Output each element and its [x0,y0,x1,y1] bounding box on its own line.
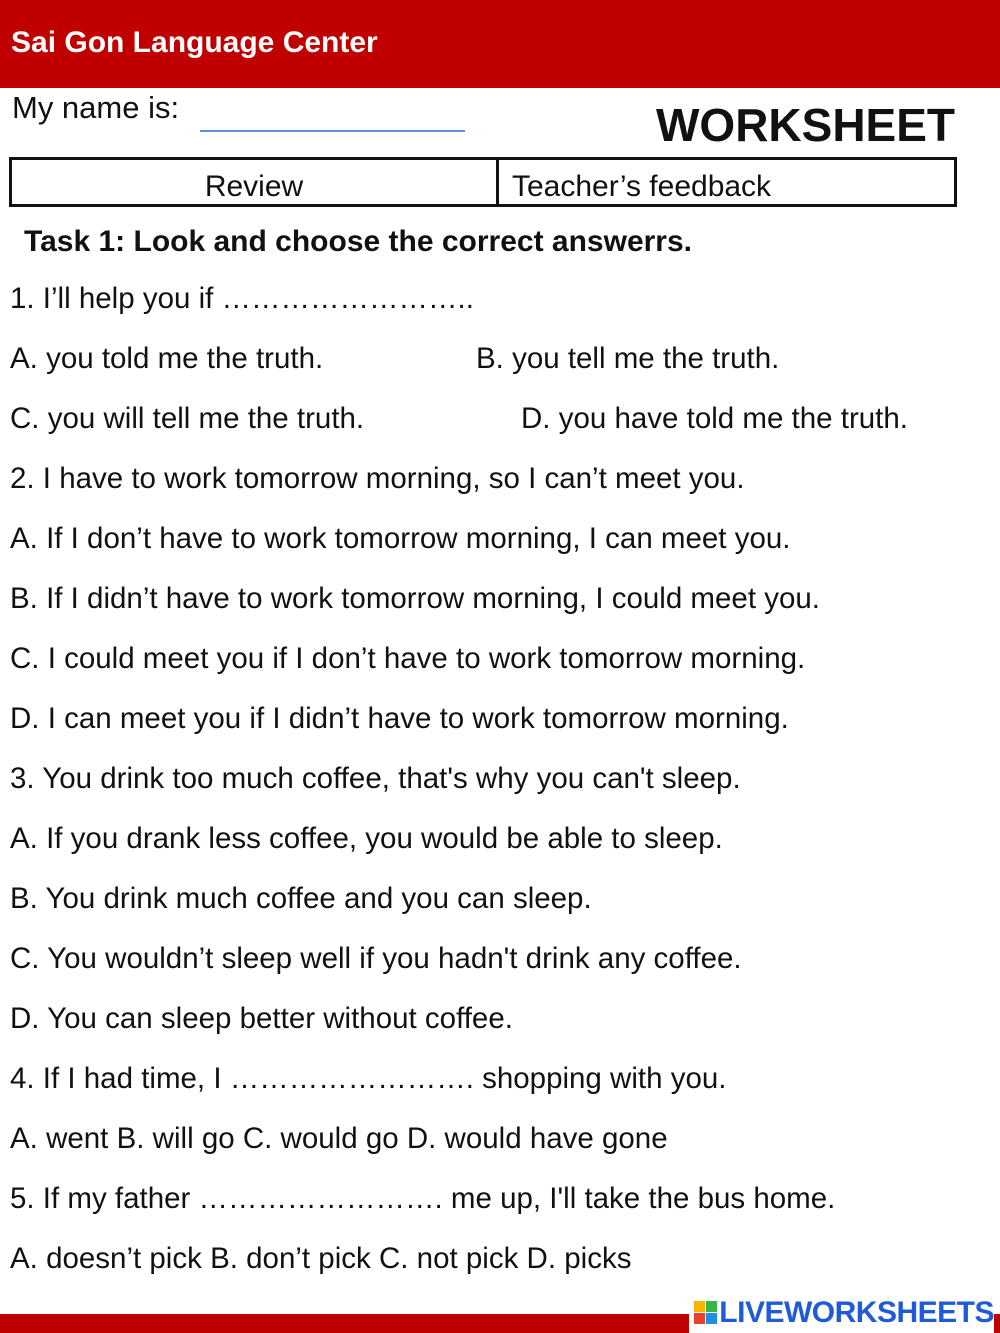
name-input[interactable] [200,100,465,132]
question-1-option-d[interactable]: D. you have told me the truth. [521,402,908,435]
question-2-option-a[interactable]: A. If I don’t have to work tomorrow morning, I can meet you. [10,522,791,555]
question-1-option-c[interactable]: C. you will tell me the truth. [10,402,365,435]
question-3-option-a[interactable]: A. If you drank less coffee, you would be able to sleep. [10,822,723,855]
question-2-stem: 2. I have to work tomorrow morning, so I can’t meet you. [10,462,745,495]
question-1-option-b[interactable]: B. you tell me the truth. [476,342,780,375]
question-5-option-d[interactable]: D. picks [526,1242,632,1275]
question-3-option-b[interactable]: B. You drink much coffee and you can sleep. [10,882,592,915]
question-4-stem: 4. If I had time, I ……………………. shopping with you. [10,1062,727,1095]
question-5-option-c[interactable]: C. not pick [378,1242,519,1275]
question-5-option-b[interactable]: B. don’t pick [210,1242,371,1275]
question-1-option-a[interactable]: A. you told me the truth. [10,342,324,375]
question-5-options [10,1242,631,1276]
question-4-option-a[interactable]: A. went [10,1122,109,1155]
question-1-stem: 1. I’ll help you if …………………….. [10,282,474,315]
question-3-stem: 3. You drink too much coffee, that's why you can't sleep. [10,762,741,795]
question-5-option-a[interactable]: A. doesn’t pick [10,1242,202,1275]
question-2-option-b[interactable]: B. If I didn’t have to work tomorrow morning, I could meet you. [10,582,820,615]
question-4-option-d[interactable]: D. would have gone [406,1122,668,1155]
question-2-option-c[interactable]: C. I could meet you if I don’t have to work tomorrow morning. [10,642,806,675]
header-band [0,0,1000,88]
worksheet-title: WORKSHEET [656,99,955,151]
question-4-option-c[interactable]: C. would go [242,1122,399,1155]
center-name: Sai Gon Language Center [11,26,378,59]
liveworksheets-icon [694,1301,716,1325]
name-label: My name is: [12,90,180,125]
question-5-stem: 5. If my father ……………………. me up, I'll take the bus home. [10,1182,836,1215]
question-3-option-d[interactable]: D. You can sleep better without coffee. [10,1002,513,1035]
liveworksheets-logo [689,1293,994,1333]
tabs-box [9,157,957,207]
tab-review[interactable]: Review [12,160,499,204]
tab-teachers-feedback[interactable]: Teacher’s feedback [512,170,772,203]
question-2-option-d[interactable]: D. I can meet you if I didn’t have to work tomorrow morning. [10,702,789,735]
question-4-option-b[interactable]: B. will go [116,1122,235,1155]
task-title: Task 1: Look and choose the correct answerrs. [24,225,692,258]
liveworksheets-logo-text: LIVEWORKSHEETS [719,1296,994,1329]
question-4-options [10,1122,668,1156]
question-3-option-c[interactable]: C. You wouldn’t sleep well if you hadn't drink any coffee. [10,942,742,975]
